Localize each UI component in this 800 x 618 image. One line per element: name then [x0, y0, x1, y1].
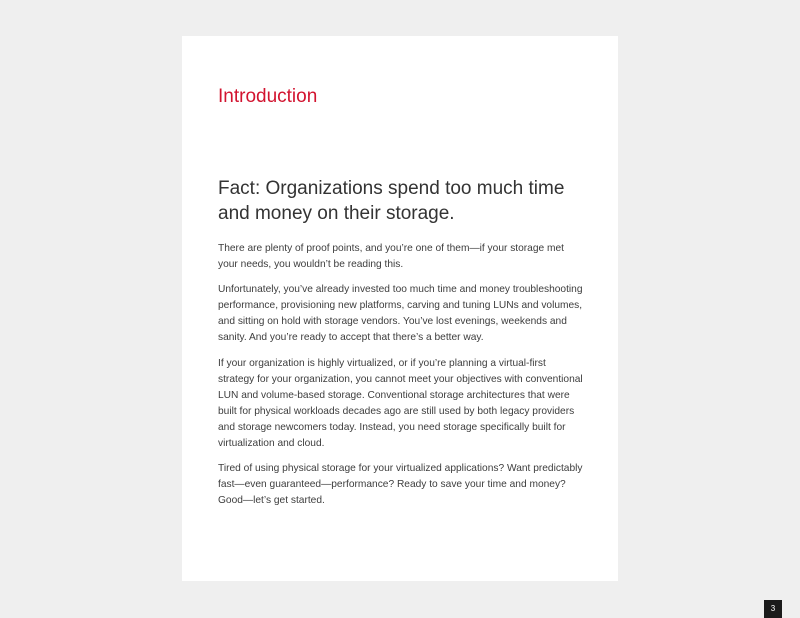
- headline: Fact: Organizations spend too much time and money on their storage.: [218, 178, 565, 224]
- page-number-badge: 3: [764, 600, 782, 618]
- body-paragraph: Tired of using physical storage for your virtualized applications? Want predictably fast—even guaranteed—performance? Ready to save your time and money? Good—let’s get started.: [218, 463, 583, 507]
- body-paragraph: If your organization is highly virtualized, or if you’re planning a virtual-first strategy for your organization, you cannot meet your objectives with conventional LUN and volume-based storage. Conventional storage architectures that were built for physical workloads decades ago are still used by both legacy providers and storage newcomers today. Instead, you need storage specifically built for virtualization and cloud.: [218, 357, 583, 450]
- section-title: Introduction: [218, 86, 318, 107]
- body-paragraph: Unfortunately, you’ve already invested too much time and money troubleshooting performance, provisioning new platforms, carving and tuning LUNs and volumes, and sitting on hold with storage vendors. You’ve lost evenings, weekends and sanity. And you’re ready to accept that there’s a better way.: [218, 284, 583, 344]
- body-copy: [218, 241, 584, 518]
- document-page: [182, 36, 618, 581]
- body-paragraph: There are plenty of proof points, and you’re one of them—if your storage met your needs, you wouldn’t be reading this.: [218, 243, 564, 271]
